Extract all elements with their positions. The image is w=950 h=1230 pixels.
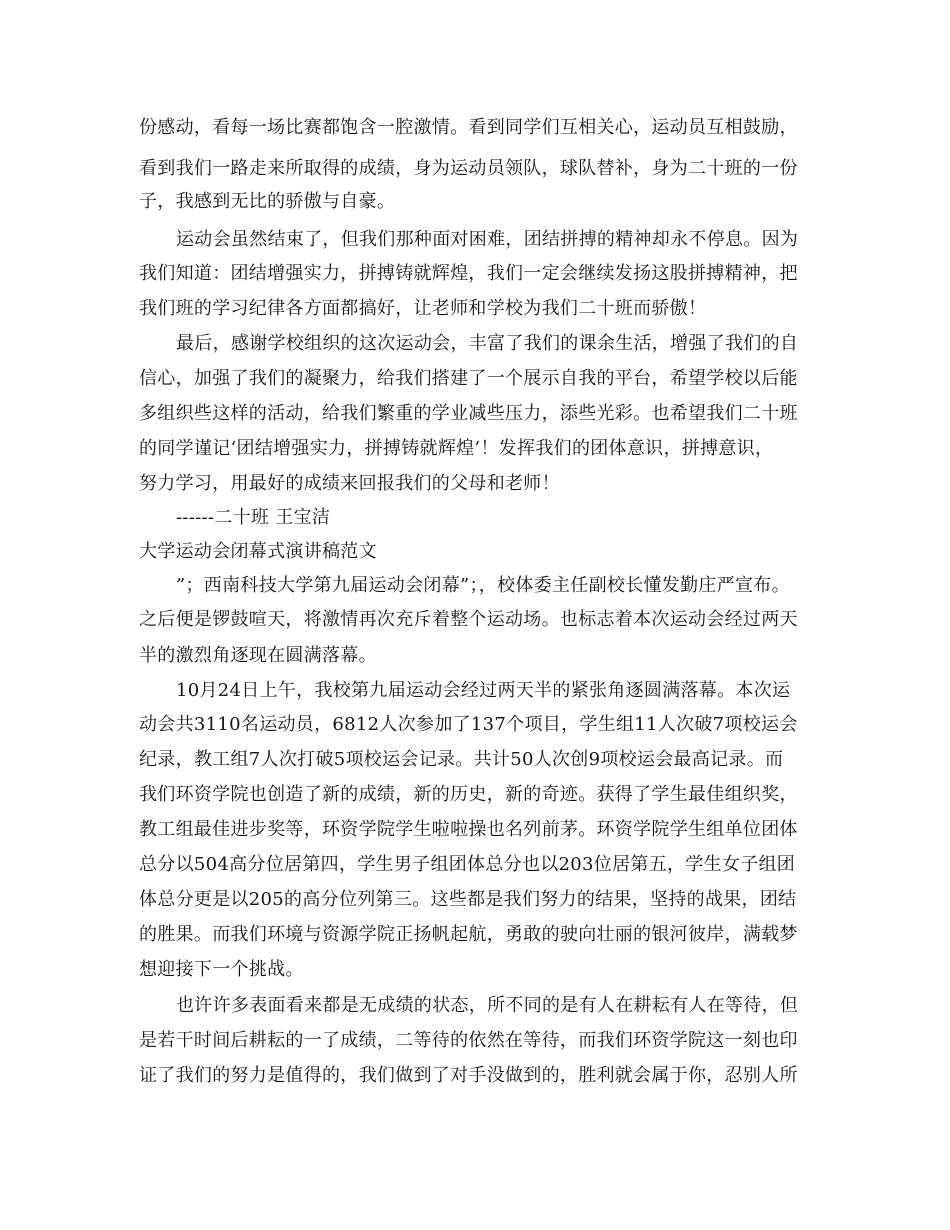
text-line: 动会共3110名运动员，6812人次参加了137个项目，学生组11人次破7项校运会 xyxy=(139,714,798,735)
text-line: 证了我们的努力是值得的，我们做到了对手没做到的，胜利就会属于你，忍别人所 xyxy=(139,1065,798,1086)
text-line: 子，我感到无比的骄傲与自豪。 xyxy=(139,191,396,212)
text-line: ”；西南科技大学第九届运动会闭幕”；，校体委主任副校长懂发勤庄严宣布。 xyxy=(176,575,790,596)
text-line: 体总分更是以205的高分位列第三。这些都是我们努力的结果，坚持的战果，团结 xyxy=(139,889,797,910)
text-line: 看到我们一路走来所取得的成绩，身为运动员领队，球队替补，身为二十班的一份 xyxy=(139,158,798,179)
text-line: 10月24日上午，我校第九届运动会经过两天半的紧张角逐圆满落幕。本次运 xyxy=(176,680,791,701)
text-line: 之后便是锣鼓喧天，将激情再次充斥着整个运动场。也标志着本次运动会经过两天 xyxy=(139,609,798,630)
section-title: 大学运动会闭幕式演讲稿范文 xyxy=(139,541,377,562)
text-line: 我们知道：团结增强实力，拼搏铸就辉煌，我们一定会继续发扬这股拼搏精神，把 xyxy=(139,263,798,284)
text-line: 也许许多表面看来都是无成绩的状态，所不同的是有人在耕耘有人在等待，但 xyxy=(176,995,799,1016)
text-line: 想迎接下一个挑战。 xyxy=(139,959,304,980)
text-line: 的胜果。而我们环境与资源学院正扬帆起航，勇敢的驶向壮丽的银河彼岸，满载梦 xyxy=(139,924,798,945)
text-line: 教工组最佳进步奖等，环资学院学生啦啦操也名列前茅。环资学院学生组单位团体 xyxy=(139,819,798,840)
signature-line: ------二十班 王宝洁 xyxy=(176,507,331,528)
text-line: 半的激烈角逐现在圆满落幕。 xyxy=(139,645,377,666)
text-line: 总分以504高分位居第四，学生男子组团体总分也以203位居第五，学生女子组团 xyxy=(139,854,796,875)
text-line: 纪录，教工组7人次打破5项校运会记录。共计50人次创9项校运会最高记录。而 xyxy=(139,749,784,770)
text-line: 最后，感谢学校组织的这次运动会，丰富了我们的课余生活，增强了我们的自 xyxy=(176,333,799,354)
text-line: 努力学习，用最好的成绩来回报我们的父母和老师！ xyxy=(139,473,560,494)
text-line: 运动会虽然结束了，但我们那种面对困难，团结拼搏的精神却永不停息。因为 xyxy=(176,229,799,250)
text-line: 份感动，看每一场比赛都饱含一腔激情。看到同学们互相关心，运动员互相鼓励， xyxy=(139,117,798,138)
text-line: 信心，加强了我们的凝聚力，给我们搭建了一个展示自我的平台，希望学校以后能 xyxy=(139,368,798,389)
text-line: 是若干时间后耕耘的一了成绩，二等待的依然在等待，而我们环资学院这一刻也印 xyxy=(139,1030,798,1051)
text-line: 我们班的学习纪律各方面都搞好，让老师和学校为我们二十班而骄傲！ xyxy=(139,298,707,319)
text-line: 我们环资学院也创造了新的成绩，新的历史，新的奇迹。获得了学生最佳组织奖， xyxy=(139,784,798,805)
text-line: 的同学谨记‘团结增强实力，拼搏铸就辉煌’！发挥我们的团体意识，拼搏意识， xyxy=(139,438,774,459)
text-line: 多组织些这样的活动，给我们繁重的学业减些压力，添些光彩。也希望我们二十班 xyxy=(139,403,798,424)
